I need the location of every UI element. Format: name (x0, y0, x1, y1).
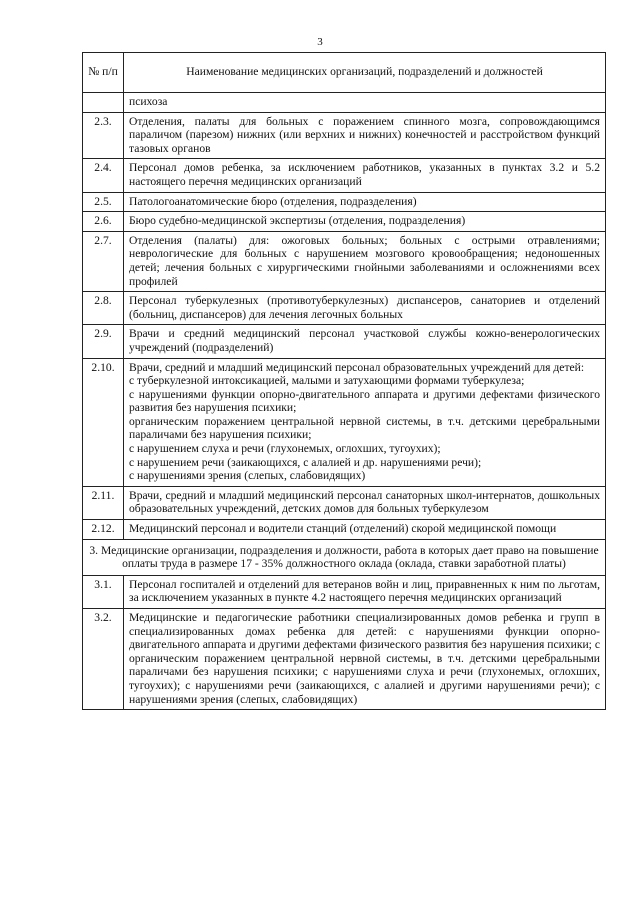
page-number: 3 (317, 36, 323, 48)
table-row (83, 292, 606, 325)
row-text-line: Бюро судебно-медицинской экспертизы (отделения, подразделения) (129, 214, 466, 228)
row-text-line: с нарушением слуха и речи (глухонемых, оглохших, тугоухих); (129, 442, 441, 456)
row-number: 2.8. (83, 292, 124, 325)
row-text (124, 292, 606, 325)
row-text (124, 520, 606, 540)
table-row (83, 93, 606, 113)
row-text (124, 112, 606, 159)
row-number: 2.10. (83, 358, 124, 486)
row-text (124, 486, 606, 519)
row-text-line: органическим поражением центральной нервной системы, в т.ч. детскими церебральными параличами без нарушения психики; (129, 414, 600, 442)
row-text-line: Врачи, средний и младший медицинский персонал санаторных школ-интернатов, дошкольных образовательных учреждений, детских домов для больных туберкулезом (129, 488, 600, 516)
row-text (124, 358, 606, 486)
row-number: 2.11. (83, 486, 124, 519)
row-text (124, 575, 606, 608)
row-number: 2.7. (83, 231, 124, 291)
row-number: 2.12. (83, 520, 124, 540)
table-row (83, 358, 606, 486)
row-text-line: Персонал госпиталей и отделений для ветеранов войн и лиц, приравненных к ним по льготам, за исключением указанных в пункте 4.2 настоящего перечня медицинских организаций (129, 577, 600, 605)
row-number: 2.5. (83, 192, 124, 212)
table-row (83, 159, 606, 192)
table-row (83, 575, 606, 608)
row-text-line: Медицинский персонал и водители станций (отделений) скорой медицинской помощи (129, 522, 557, 536)
row-text (124, 325, 606, 358)
row-number: 2.4. (83, 159, 124, 192)
row-text-line: Медицинские и педагогические работники специализированных домов ребенка и групп в специализированных домах ребенка для детей: с нарушениями функции опорно-двигательного аппарата и другими дефектами физического развития без нарушения психики; с органическим поражением центральной нервной системы, в т.ч. детскими церебральными параличами без нарушения психики; с нарушениями слуха и речи (глухонемых, оглохших, тугоухих); с нарушениями речи (заикающихся, с алалией и другими нарушениями речи); с нарушениями зрения (слепых, слабовидящих) (129, 611, 600, 706)
table-header-row (83, 53, 606, 93)
table-row (83, 112, 606, 159)
table-row (83, 212, 606, 232)
row-number: 2.6. (83, 212, 124, 232)
header-number-column: № п/п (83, 53, 124, 93)
row-text-line: с нарушениями зрения (слепых, слабовидящих) (129, 469, 366, 483)
row-text-line: Врачи и средний медицинский персонал участковой службы кожно-венерологических учреждений (подразделений) (129, 327, 600, 354)
row-number: 2.3. (83, 112, 124, 159)
section-3-title: 3. Медицинские организации, подразделения и должности, работа в которых дает право на повышение оплаты труда в размере 17 - 35% должностного оклада (оклада, ставки заработной платы) (83, 539, 606, 575)
row-number: 2.9. (83, 325, 124, 358)
row-text-line: с нарушениями функции опорно-двигательного аппарата и другими дефектами физического развития без нарушения психики; (129, 387, 600, 415)
row-text (124, 609, 606, 710)
row-text (124, 212, 606, 232)
row-text-line: с нарушением речи (заикающихся, с алалией и др. нарушениями речи); (129, 455, 482, 469)
row-number (83, 93, 124, 113)
header-name-column: Наименование медицинских организаций, подразделений и должностей (124, 53, 606, 93)
table-row (83, 520, 606, 540)
row-text (124, 231, 606, 291)
row-number: 3.2. (83, 609, 124, 710)
table-row (83, 231, 606, 291)
section-3-heading-row (83, 539, 606, 575)
table-row (83, 192, 606, 212)
row-text (124, 159, 606, 192)
table-row (83, 486, 606, 519)
table-row (83, 609, 606, 710)
row-text-line: Патологоанатомические бюро (отделения, подразделения) (129, 194, 417, 208)
row-text-line: Отделения, палаты для больных с поражением спинного мозга, сопровождающимся параличом (парезом) нижних (или верхних и нижних) конечностей и расстройством функций тазовых органов (129, 114, 600, 155)
row-text-line: Персонал туберкулезных (противотуберкулезных) диспансеров, санаториев и отделений (больниц, диспансеров) для лечения легочных больных (129, 294, 600, 321)
row-text-line: Врачи, средний и младший медицинский персонал образовательных учреждений для детей: (129, 360, 585, 374)
row-text (124, 93, 606, 113)
row-text-line: психоза (129, 95, 168, 108)
row-text-line: Отделения (палаты) для: ожоговых больных; больных с острыми отравлениями; неврологические для больных с нарушением мозгового кровообращения; недоношенных детей; лечения больных с хирургическими гнойными заболеваниями и осложнениями всех профилей (129, 233, 600, 288)
table-row (83, 325, 606, 358)
row-text-line: с туберкулезной интоксикацией, малыми и затухающими формами туберкулеза; (129, 374, 525, 388)
row-number: 3.1. (83, 575, 124, 608)
organizations-table (82, 52, 606, 710)
row-text (124, 192, 606, 212)
row-text-line: Персонал домов ребенка, за исключением работников, указанных в пунктах 3.2 и 5.2 настоящего перечня медицинских организаций (129, 161, 600, 188)
